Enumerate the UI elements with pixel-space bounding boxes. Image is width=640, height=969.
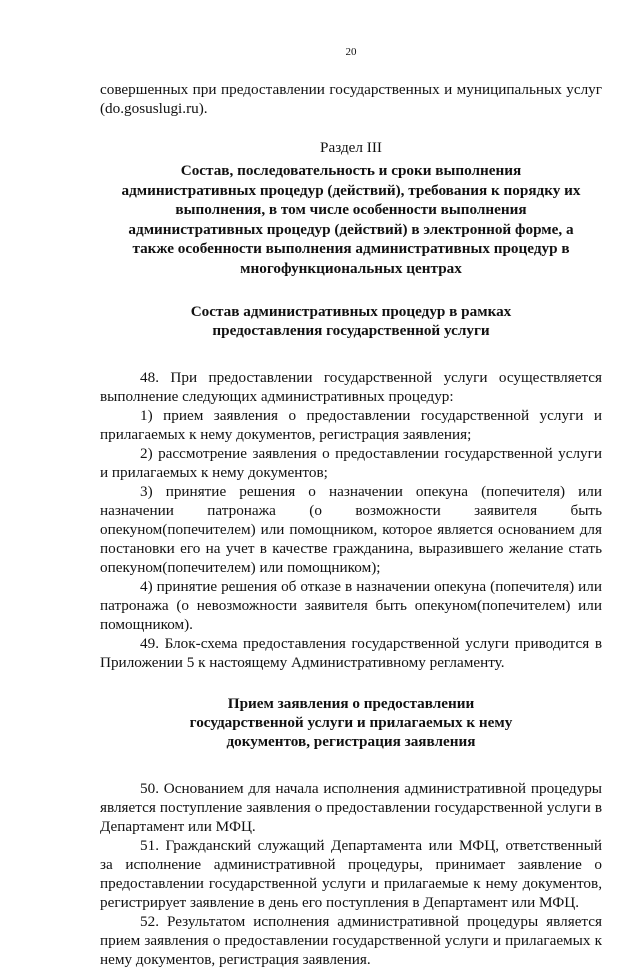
section-title: Состав, последовательность и сроки выполнения административных процедур (действий), требования к порядку их выполнения, в том числе особенности выполнения административных процедур (действий) в электронной форме, а также особенности выполнения административных процедур в многофункциональных центрах (121, 162, 581, 277)
subsection-title-reception: Прием заявления о предоставлении государственной услуги и прилагаемых к нему документов, регистрация заявления (189, 695, 513, 750)
list-item-4: 4) принятие решения об отказе в назначении опекуна (попечителя) или патронажа (о невозможности заявителя быть опекуном(попечителем) или помощником). (100, 578, 602, 633)
list-item-2: 2) рассмотрение заявления о предоставлении государственной услуги и прилагаемых к нему документов; (100, 445, 602, 481)
paragraph-52: 52. Результатом исполнения административной процедуры является прием заявления о предоставлении государственной услуги и прилагаемых к нему документов, регистрация заявления. (100, 913, 602, 968)
paragraph-50: 50. Основанием для начала исполнения административной процедуры является поступление заявления о предоставлении государственной услуги в Департамент или МФЦ. (100, 780, 602, 835)
paragraph-48: 48. При предоставлении государственной услуги осуществляется выполнение следующих административных процедур: (100, 369, 602, 405)
list-item-3: 3) принятие решения о назначении опекуна (попечителя) или назначении патронажа (о возможности заявителя быть опекуном(попечителем) или помощником, которое является основанием для постановки его на учет в качестве гражданина, выразившего желание стать опекуном(попечителем) или помощником); (100, 483, 602, 576)
subsection-title-composition: Состав административных процедур в рамках предоставления государственной услуги (190, 303, 512, 339)
paragraph-49: 49. Блок-схема предоставления государственной услуги приводится в Приложении 5 к настоящему Административному регламенту. (100, 635, 602, 671)
intro-paragraph: совершенных при предоставлении государственных и муниципальных услуг (do.gosuslugi.ru). (100, 81, 602, 117)
paragraph-51: 51. Гражданский служащий Департамента или МФЦ, ответственный за исполнение административной процедуры, принимает заявление о предоставлении государственной услуги и прилагаемые к нему документов, регистрирует заявление в день его поступления в Департамент или МФЦ. (100, 837, 602, 911)
list-item-1: 1) прием заявления о предоставлении государственной услуги и прилагаемых к нему документов, регистрация заявления; (100, 407, 602, 443)
page-number: 20 (345, 46, 357, 58)
section-label: Раздел III (320, 139, 382, 156)
